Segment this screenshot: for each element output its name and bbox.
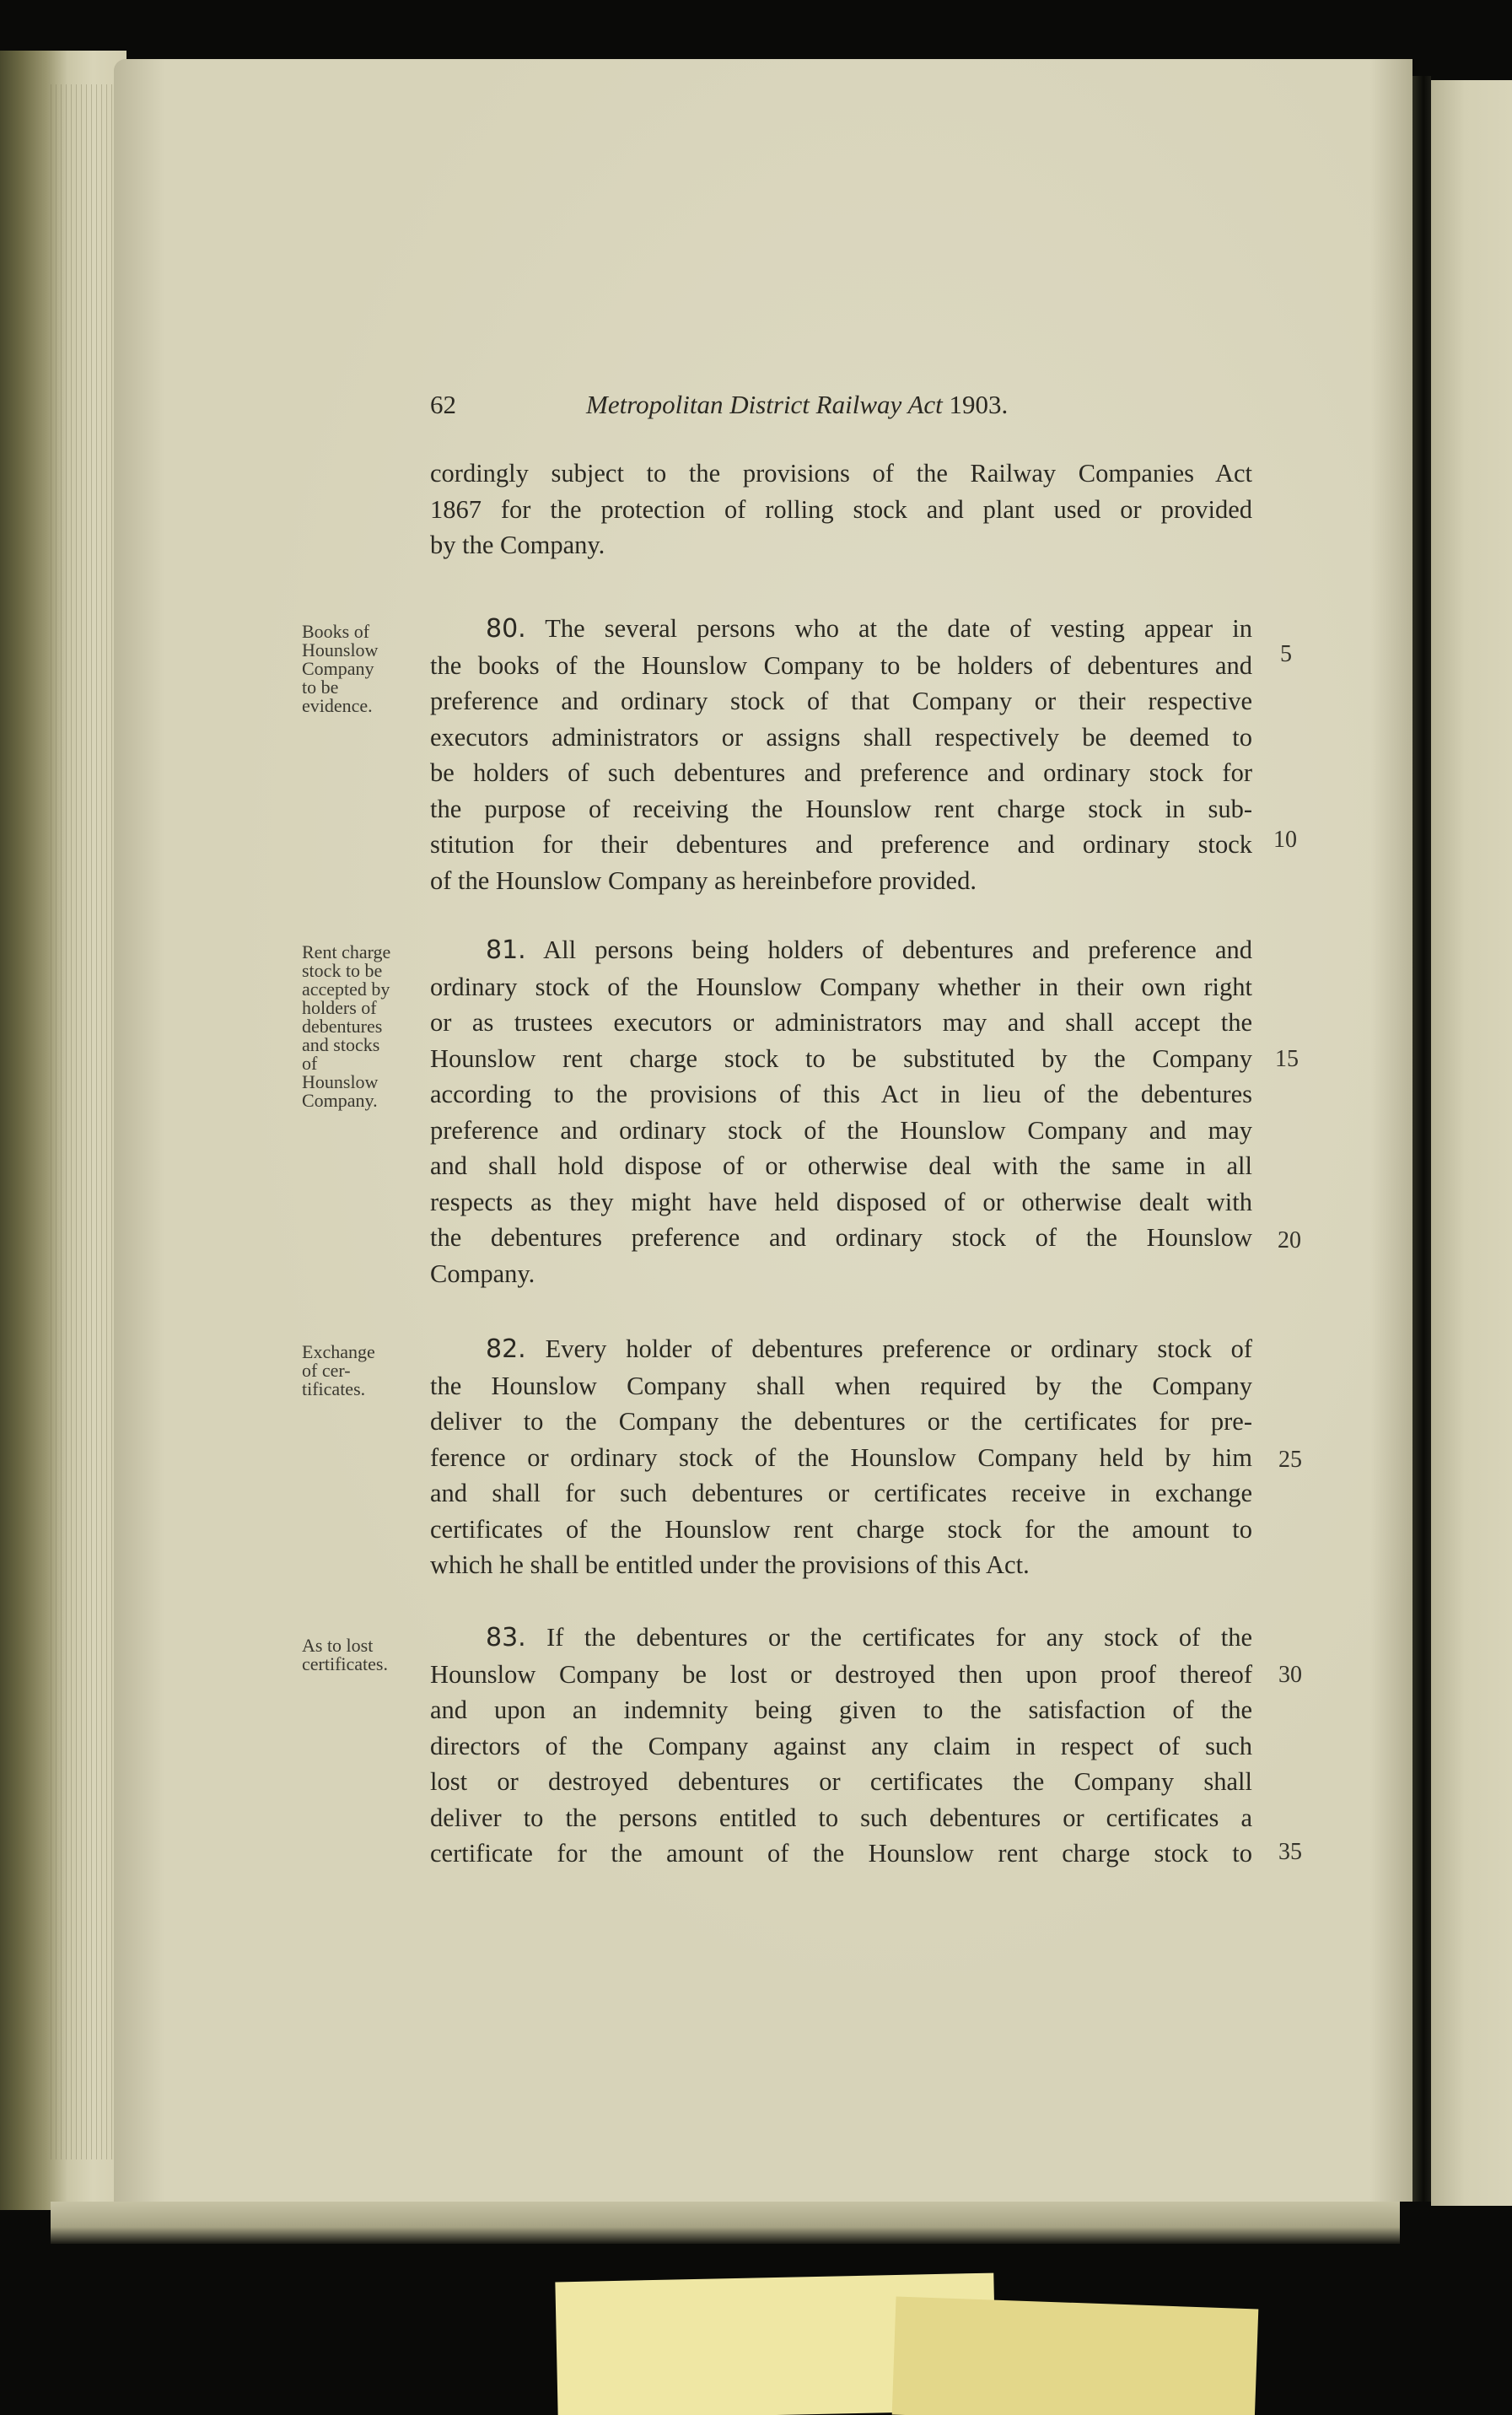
text-line (430, 611, 1252, 648)
text-line: Hounslow Company be lost or destroyed then upon proof thereof (430, 1659, 1252, 1689)
margin-note-line: certificates. (302, 1653, 388, 1674)
section-number: 82. (486, 1334, 526, 1364)
text-line: according to the provisions of this Act in lieu of the debentures (430, 1080, 1252, 1108)
text-line: executors administrators or assigns shall respectively be deemed to (430, 722, 1252, 752)
margin-note-line: and stocks (302, 1034, 380, 1055)
margin-note-section-82 (302, 1343, 420, 1399)
text-line: the purpose of receiving the Hounslow rent charge stock in sub- (430, 794, 1252, 823)
section-number: 81. (486, 935, 526, 965)
margin-note-line: tificates. (302, 1378, 366, 1399)
text-line: deliver to the Company the debentures or the certificates for pre- (430, 1407, 1252, 1436)
text-line: and shall for such debentures or certificates receive in exchange (430, 1479, 1252, 1507)
line-number: 30 (1278, 1662, 1302, 1688)
page-number: 62 (430, 390, 456, 419)
continuation-paragraph (430, 456, 1252, 563)
margin-note-line: accepted by (302, 978, 390, 1000)
margin-note-line: Company (302, 658, 374, 679)
text-line: which he shall be entitled under the provisions of this Act. (430, 1550, 1030, 1579)
section-number: 83. (486, 1623, 526, 1652)
text-line: Hounslow rent charge stock to be substituted by the Company (430, 1043, 1252, 1073)
text-line: by the Company. (430, 531, 605, 559)
text-line: preference and ordinary stock of the Hounslow Company and may (430, 1115, 1252, 1145)
line-number: 5 (1280, 641, 1292, 667)
text-line: ordinary stock of the Hounslow Company whether in their own right (430, 972, 1252, 1001)
section-80 (430, 611, 1252, 898)
text-line: the Hounslow Company shall when required by the Company (430, 1371, 1252, 1400)
text-line: be holders of such debentures and preference and ordinary stock for (430, 758, 1252, 787)
section-83 (430, 1620, 1252, 1872)
act-title: Metropolitan District Railway Act (586, 390, 943, 419)
text-line-content: All persons being holders of debentures and preference and (543, 935, 1252, 964)
margin-note-line: Books of (302, 621, 370, 642)
margin-note-section-80 (302, 623, 420, 715)
margin-note-line: Hounslow (302, 639, 379, 660)
text-line-content: If the debentures or the certificates for any stock of the (546, 1623, 1253, 1652)
margin-note-line: debentures (302, 1016, 383, 1037)
text-line: 1867 for the protection of rolling stock and plant used or provided (430, 494, 1252, 524)
text-line: lost or destroyed debentures or certificates the Company shall (430, 1767, 1252, 1796)
section-82 (430, 1331, 1252, 1583)
text-line: ference or ordinary stock of the Hounslow Company held by him (430, 1442, 1252, 1472)
margin-note-line: of cer- (302, 1360, 351, 1381)
line-number: 10 (1273, 827, 1297, 853)
margin-note-line: of (302, 1053, 318, 1074)
text-line: cordingly subject to the provisions of the Railway Companies Act (430, 459, 1252, 488)
section-81 (430, 932, 1252, 1291)
text-line: preference and ordinary stock of that Company or their respective (430, 687, 1252, 715)
text-line (430, 1620, 1252, 1657)
section-number: 80. (486, 614, 526, 644)
text-line (430, 1331, 1252, 1368)
margin-note-line: Company. (302, 1090, 378, 1111)
margin-note-line: evidence. (302, 695, 373, 716)
margin-note-section-81 (302, 943, 420, 1110)
margin-note-line: Exchange (302, 1341, 375, 1362)
running-header (430, 390, 1155, 432)
act-year: 1903. (949, 390, 1009, 419)
line-number: 35 (1278, 1839, 1302, 1865)
text-line-content: The several persons who at the date of vesting appear in (545, 614, 1252, 643)
text-line: certificates of the Hounslow rent charge stock for the amount to (430, 1514, 1252, 1544)
line-number: 20 (1278, 1227, 1301, 1253)
line-number: 15 (1275, 1046, 1299, 1072)
text-line: and upon an indemnity being given to the satisfaction of the (430, 1695, 1252, 1724)
margin-note-line: stock to be (302, 960, 383, 981)
margin-note-line: Hounslow (302, 1071, 379, 1092)
text-line: respects as they might have held disposed of or otherwise dealt with (430, 1187, 1252, 1216)
text-line: Company. (430, 1259, 535, 1288)
line-number: 25 (1278, 1447, 1302, 1473)
margin-note-line: Rent charge (302, 941, 391, 962)
text-line-content: Every holder of debentures preference or ordinary stock of (545, 1334, 1253, 1363)
text-line: of the Hounslow Company as hereinbefore provided. (430, 865, 977, 895)
text-line: deliver to the persons entitled to such debentures or certificates a (430, 1803, 1252, 1832)
text-line: the debentures preference and ordinary stock of the Hounslow (430, 1223, 1252, 1252)
margin-note-line: to be (302, 677, 339, 698)
margin-note-line: holders of (302, 997, 377, 1018)
text-line: or as trustees executors or administrators may and shall accept the (430, 1008, 1252, 1037)
text-line: certificate for the amount of the Hounslow rent charge stock to (430, 1839, 1252, 1868)
text-line: the books of the Hounslow Company to be holders of debentures and (430, 650, 1252, 680)
margin-note-section-83 (302, 1636, 420, 1674)
text-line: directors of the Company against any claim in respect of such (430, 1731, 1252, 1760)
text-line: stitution for their debentures and preference and ordinary stock (430, 830, 1252, 859)
margin-note-line: As to lost (302, 1635, 374, 1656)
text-line: and shall hold dispose of or otherwise deal with the same in all (430, 1151, 1252, 1180)
running-title (586, 390, 1008, 420)
text-line (430, 932, 1252, 969)
